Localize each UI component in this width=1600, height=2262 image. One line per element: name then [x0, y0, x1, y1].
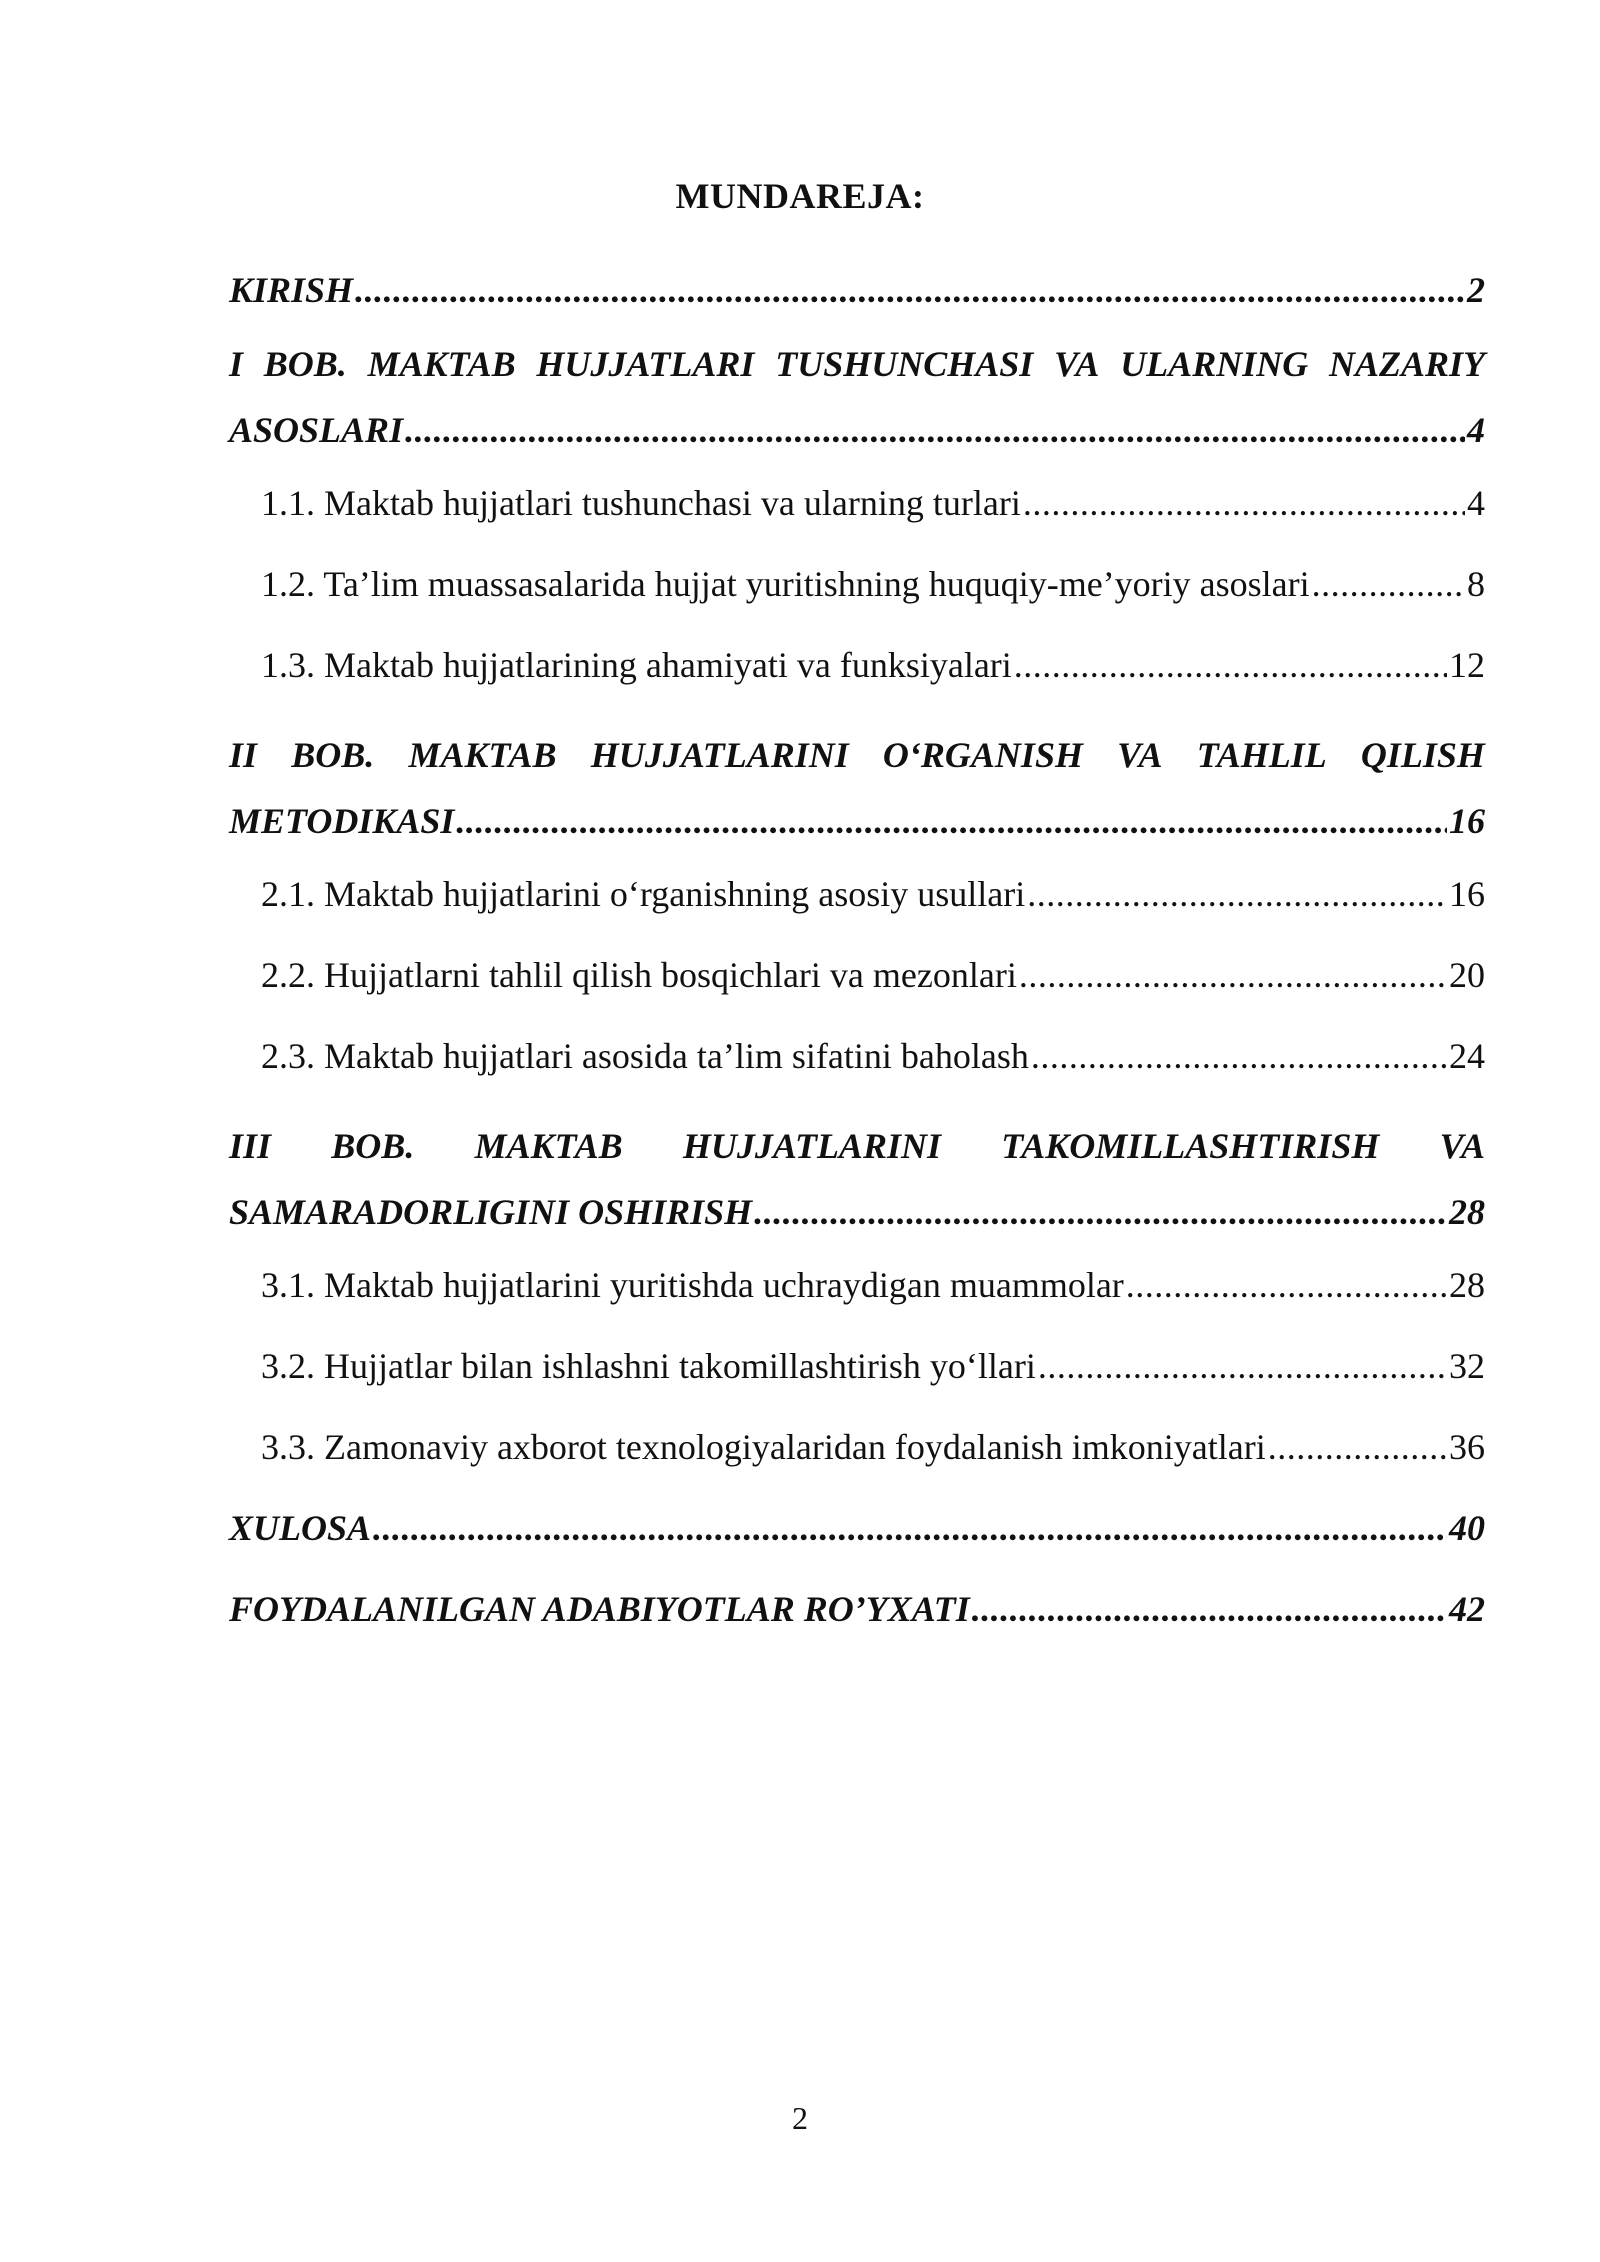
- toc-entry-2-1[interactable]: [229, 854, 1485, 935]
- dot-leader: [1126, 1245, 1447, 1326]
- heading-word: ULARNING: [1120, 344, 1309, 384]
- heading-word: HUJJATLARINI: [590, 735, 849, 775]
- page-number: 2: [792, 2100, 808, 2136]
- dot-leader: [373, 1488, 1447, 1569]
- toc-entry-label: SAMARADORLIGINI OSHIRISH: [229, 1192, 753, 1232]
- toc-entry-label: 2.2. Hujjatlarni tahlil qilish bosqichlari va mezonlari: [261, 955, 1017, 995]
- toc-entry-page: 4: [1467, 410, 1485, 450]
- toc-entry-1-1[interactable]: [229, 463, 1485, 544]
- toc-entry-label: 1.2. Ta’lim muassasalarida hujjat yuritishning huquqiy-me’yoriy asoslari: [261, 564, 1310, 604]
- dot-leader: [1268, 1407, 1447, 1488]
- toc-entry-label: 2.3. Maktab hujjatlari asosida ta’lim sifatini baholash: [261, 1036, 1029, 1076]
- dot-leader: [1312, 544, 1465, 625]
- heading-word: HUJJATLARINI: [682, 1126, 941, 1166]
- heading-word: TUSHUNCHASI: [775, 344, 1034, 384]
- table-of-contents: [229, 250, 1485, 1650]
- dot-leader: [355, 250, 1465, 331]
- heading-word: MAKTAB: [474, 1126, 623, 1166]
- heading-word: VA: [1054, 344, 1100, 384]
- heading-word: III: [229, 1126, 272, 1166]
- toc-entry-label: 3.2. Hujjatlar bilan ishlashni takomillashtirish yo‘llari: [261, 1346, 1036, 1386]
- toc-entry-page: 40: [1449, 1508, 1485, 1548]
- toc-entry-heading-line: [229, 1113, 1485, 1179]
- heading-word: MAKTAB: [367, 344, 516, 384]
- toc-entry-page: 16: [1449, 801, 1485, 841]
- toc-entry-label: ASOSLARI: [229, 410, 404, 450]
- heading-word: TAKOMILLASHTIRISH: [1001, 1126, 1380, 1166]
- toc-entry-page: 28: [1449, 1265, 1485, 1305]
- heading-word: BOB.: [331, 1126, 415, 1166]
- toc-entry-bob1[interactable]: [229, 331, 1485, 463]
- toc-entry-1-2[interactable]: [229, 544, 1485, 625]
- toc-entry-heading-continuation: [229, 788, 1485, 854]
- toc-entry-label: 1.1. Maktab hujjatlari tushunchasi va ularning turlari: [261, 483, 1021, 523]
- toc-entry-label: FOYDALANILGAN ADABIYOTLAR RO’YXATI: [229, 1589, 970, 1629]
- heading-word: BOB.: [291, 735, 375, 775]
- toc-entry-xulosa[interactable]: [229, 1488, 1485, 1569]
- toc-entry-label: 3.1. Maktab hujjatlarini yuritishda uchraydigan muammolar: [261, 1265, 1124, 1305]
- heading-word: TAHLIL: [1196, 735, 1327, 775]
- dot-leader: [1027, 854, 1447, 935]
- toc-entry-page: 12: [1449, 645, 1485, 685]
- heading-word: VA: [1439, 1126, 1485, 1166]
- toc-entry-page: 4: [1467, 483, 1485, 523]
- toc-entry-3-1[interactable]: [229, 1245, 1485, 1326]
- toc-entry-2-2[interactable]: [229, 935, 1485, 1016]
- toc-title: MUNDAREJA:: [675, 176, 925, 216]
- toc-entry-page: 24: [1449, 1036, 1485, 1076]
- heading-word: QILISH: [1360, 735, 1485, 775]
- toc-entry-label: 3.3. Zamonaviy axborot texnologiyalaridan foydalanish imkoniyatlari: [261, 1427, 1266, 1467]
- dot-leader: [1038, 1326, 1447, 1407]
- toc-entry-label: 1.3. Maktab hujjatlarining ahamiyati va funksiyalari: [261, 645, 1012, 685]
- toc-entry-heading-line: [229, 331, 1485, 397]
- toc-entry-page: 8: [1467, 564, 1485, 604]
- toc-entry-adabiyotlar[interactable]: [229, 1569, 1485, 1650]
- dot-leader: [1019, 935, 1447, 1016]
- toc-entry-bob2[interactable]: [229, 722, 1485, 854]
- dot-leader: [1023, 463, 1465, 544]
- toc-entry-page: 42: [1449, 1589, 1485, 1629]
- toc-entry-2-3[interactable]: [229, 1016, 1485, 1097]
- heading-word: O‘RGANISH: [882, 735, 1083, 775]
- toc-entry-1-3[interactable]: [229, 625, 1485, 706]
- toc-entry-3-3[interactable]: [229, 1407, 1485, 1488]
- heading-word: MAKTAB: [408, 735, 557, 775]
- heading-word: NAZARIY: [1328, 344, 1485, 384]
- toc-entry-page: 2: [1467, 270, 1485, 310]
- toc-entry-page: 20: [1449, 955, 1485, 995]
- toc-entry-3-2[interactable]: [229, 1326, 1485, 1407]
- toc-entry-label: KIRISH: [229, 270, 354, 310]
- toc-entry-label: XULOSA: [229, 1508, 372, 1548]
- toc-entry-heading-continuation: [229, 397, 1485, 463]
- dot-leader: [1031, 1016, 1447, 1097]
- dot-leader: [754, 1179, 1447, 1245]
- toc-entry-label: METODIKASI: [229, 801, 455, 841]
- heading-word: I: [229, 344, 244, 384]
- heading-word: II: [229, 735, 258, 775]
- heading-word: BOB.: [263, 344, 347, 384]
- toc-entry-label: 2.1. Maktab hujjatlarini o‘rganishning asosiy usullari: [261, 874, 1026, 914]
- dot-leader: [456, 788, 1447, 854]
- dot-leader: [1014, 625, 1447, 706]
- heading-word: HUJJATLARI: [536, 344, 755, 384]
- toc-entry-page: 16: [1449, 874, 1485, 914]
- toc-entry-heading-line: [229, 722, 1485, 788]
- dot-leader: [405, 397, 1465, 463]
- heading-word: VA: [1117, 735, 1163, 775]
- toc-entry-page: 32: [1449, 1346, 1485, 1386]
- toc-entry-bob3[interactable]: [229, 1113, 1485, 1245]
- dot-leader: [972, 1569, 1447, 1650]
- toc-entry-heading-continuation: [229, 1179, 1485, 1245]
- toc-entry-page: 36: [1449, 1427, 1485, 1467]
- toc-entry-kirish[interactable]: [229, 250, 1485, 331]
- toc-entry-page: 28: [1449, 1192, 1485, 1232]
